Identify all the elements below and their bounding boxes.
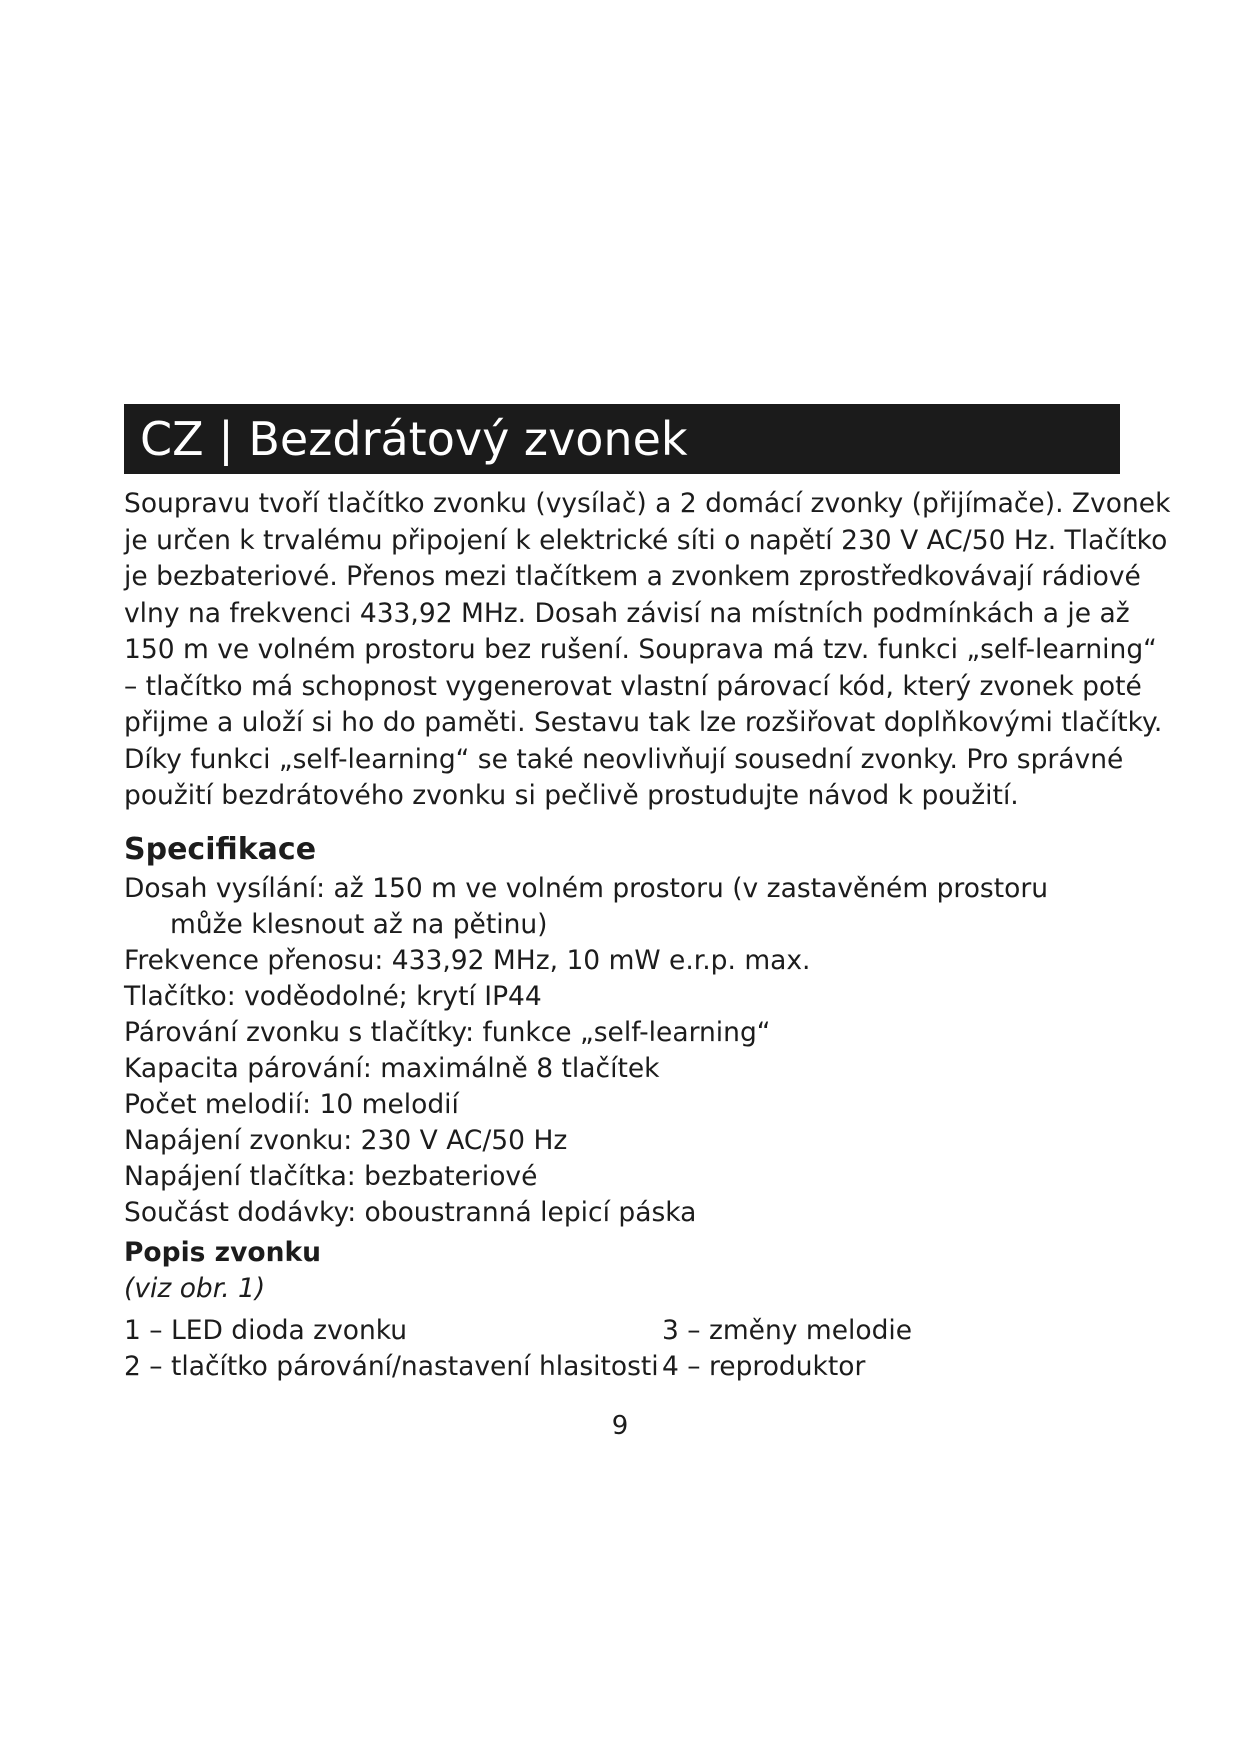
intro-line: je bezbateriové. Přenos mezi tlačítkem a zvonkem zprostředkovávají rádiové	[124, 561, 1141, 592]
intro-paragraph	[124, 486, 1171, 815]
parts-column-right	[662, 1313, 1120, 1385]
spec-item: Dosah vysílání: až 150 m ve volném prostoru (v zastavěném prostoru může klesnout až na pětinu)	[124, 872, 1049, 940]
spec-item: Počet melodií: 10 melodií	[124, 1088, 459, 1120]
spec-list	[124, 871, 1120, 1231]
intro-line: přijme a uloží si ho do paměti. Sestavu tak lze rozšiřovat doplňkovými tlačítky.	[124, 707, 1163, 738]
intro-line: 150 m ve volném prostoru bez rušení. Souprava má tzv. funkci „self-learning“	[124, 634, 1157, 665]
spec-item: Napájení tlačítka: bezbateriové	[124, 1160, 538, 1192]
figure-reference: (viz obr. 1)	[124, 1272, 266, 1304]
spec-item: Napájení zvonku: 230 V AC/50 Hz	[124, 1124, 568, 1156]
intro-line: Soupravu tvoří tlačítko zvonku (vysílač) a 2 domácí zvonky (přijímače). Zvonek	[124, 488, 1171, 519]
spec-heading: Specifikace	[124, 831, 317, 867]
spec-item: Frekvence přenosu: 433,92 MHz, 10 mW e.r.p. max.	[124, 944, 811, 976]
parts-column-left	[124, 1313, 662, 1385]
spec-item: Párování zvonku s tlačítky: funkce „self-learning“	[124, 1016, 771, 1048]
parts-list	[124, 1313, 1120, 1385]
intro-line: použití bezdrátového zvonku si pečlivě prostudujte návod k použití.	[124, 780, 1019, 811]
spec-item: Kapacita párování: maximálně 8 tlačítek	[124, 1052, 660, 1084]
description-heading: Popis zvonku	[124, 1236, 321, 1268]
spec-item: Tlačítko: voděodolné; krytí IP44	[124, 980, 542, 1012]
title-bar	[124, 404, 1120, 474]
intro-line: – tlačítko má schopnost vygenerovat vlastní párovací kód, který zvonek poté	[124, 670, 1142, 702]
intro-line: Díky funkci „self-learning“ se také neovlivňují sousední zvonky. Pro správné	[124, 743, 1124, 775]
spec-item: Součást dodávky: oboustranná lepicí páska	[124, 1196, 697, 1228]
content	[124, 486, 1171, 1385]
part-item: 4 – reproduktor	[662, 1350, 866, 1382]
intro-line: vlny na frekvenci 433,92 MHz. Dosah závisí na místních podmínkách a je až	[124, 597, 1130, 629]
part-item: 1 – LED dioda zvonku	[124, 1314, 408, 1346]
part-item: 3 – změny melodie	[662, 1314, 913, 1346]
page-number: 9	[611, 1411, 629, 1441]
intro-line: je určen k trvalému připojení k elektrické síti o napětí 230 V AC/50 Hz. Tlačítko	[124, 524, 1168, 556]
page-title: CZ | Bezdrátový zvonek	[140, 412, 688, 466]
part-item: 2 – tlačítko párování/nastavení hlasitosti	[124, 1350, 659, 1382]
